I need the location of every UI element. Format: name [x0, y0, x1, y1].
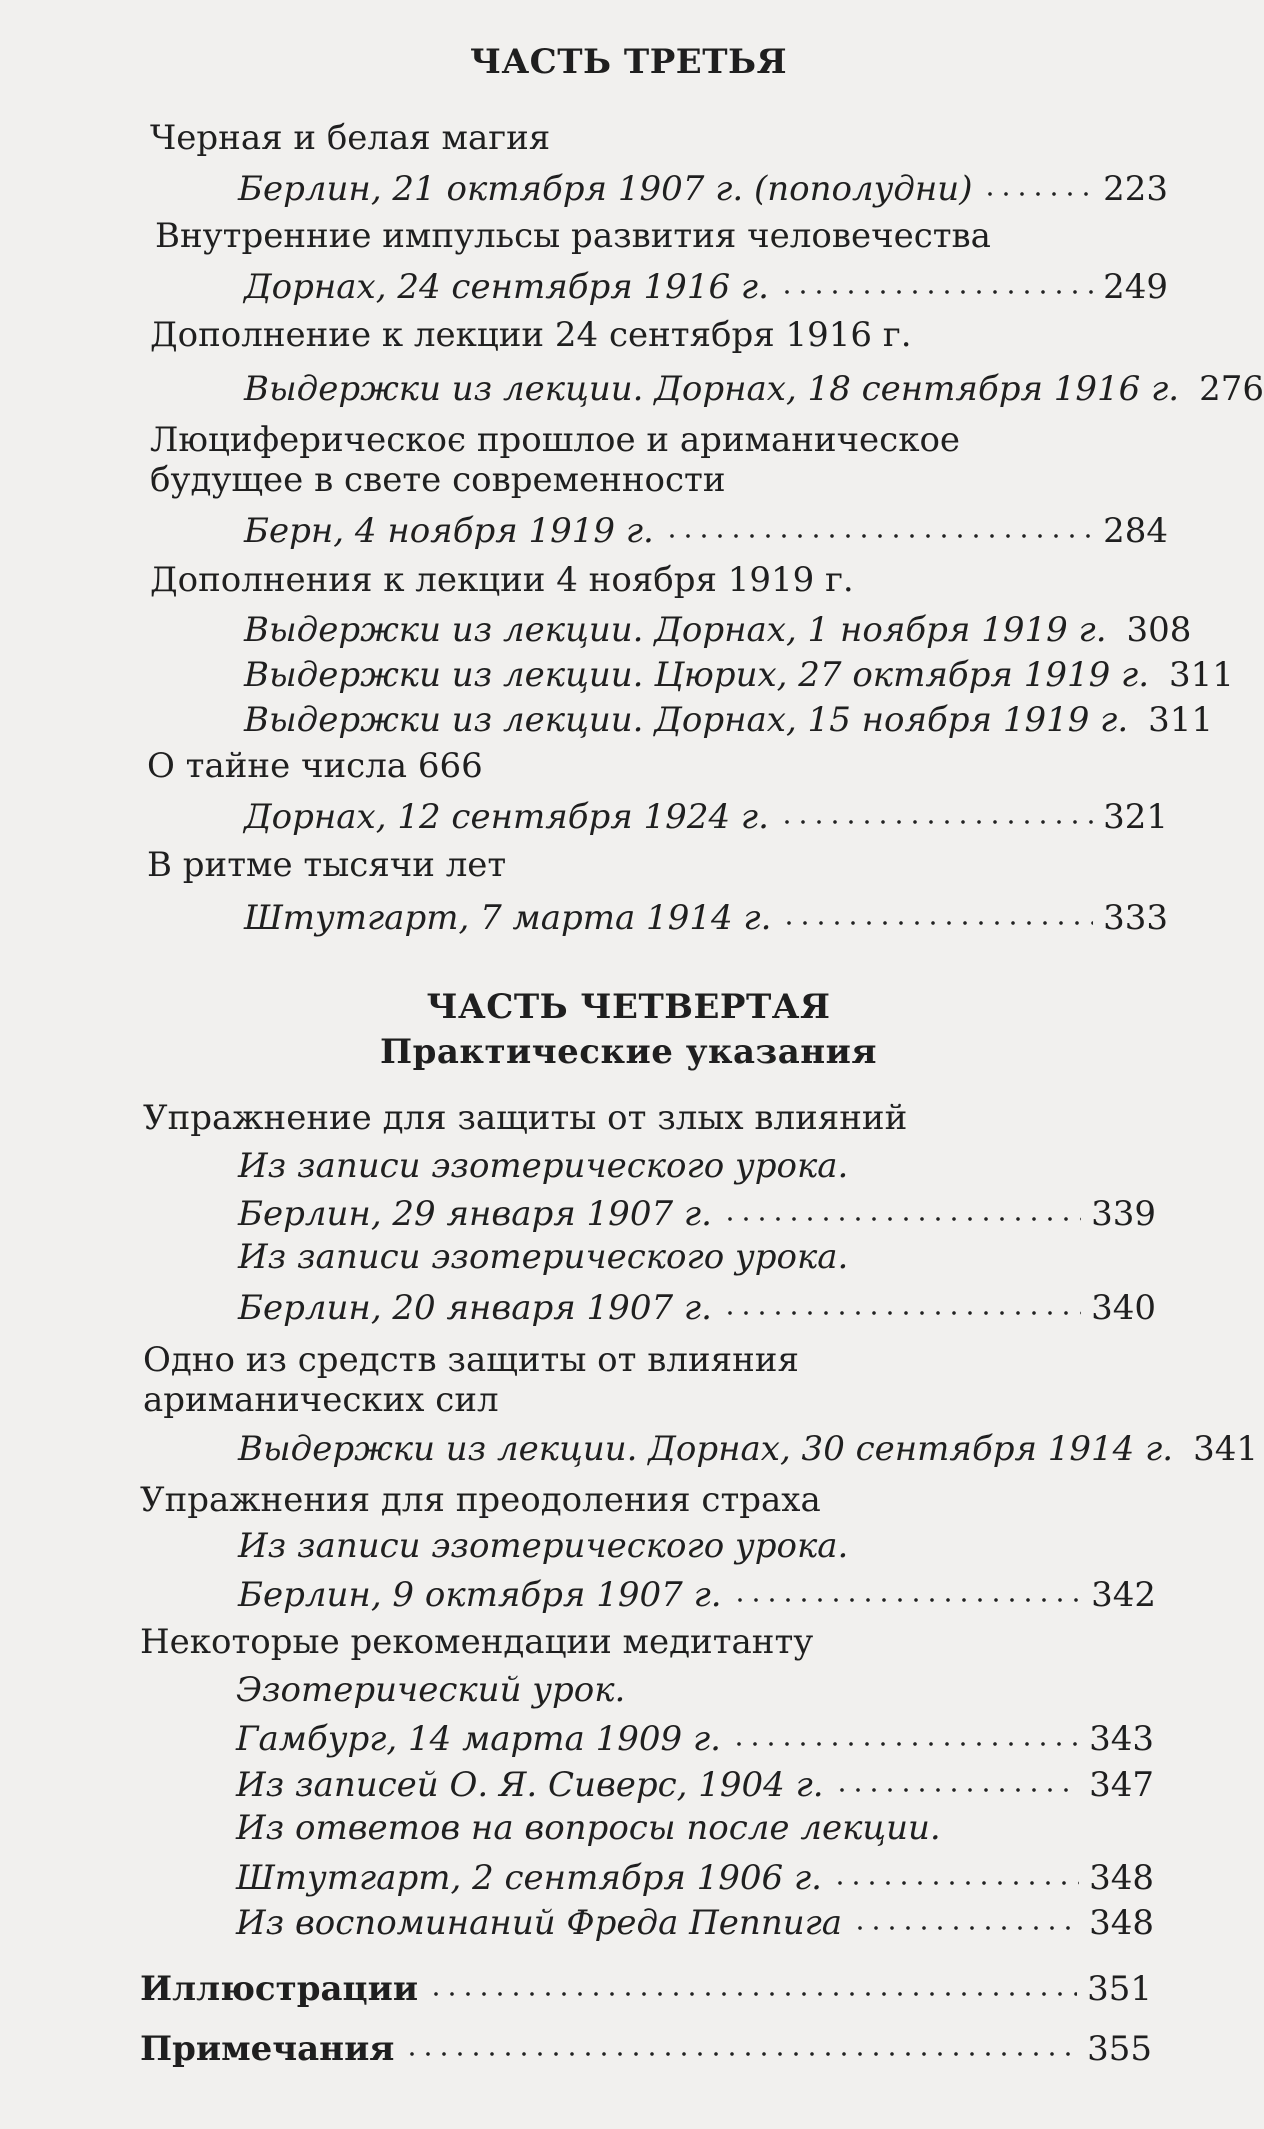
dot-leader — [404, 2024, 1077, 2058]
dot-leader — [779, 792, 1093, 826]
toc-subline: Из записи эзотерического урока. — [238, 1237, 849, 1277]
dot-leader — [428, 1964, 1077, 1998]
page-number: 340 — [1091, 1288, 1156, 1328]
toc-line: Выдержки из лекции. Дорнах, 18 сентября 1916 г. 276 — [244, 369, 1264, 409]
toc-line: Гамбург, 14 марта 1909 г. 343 — [236, 1716, 1154, 1759]
toc-line: Из записей О. Я. Сиверс, 1904 г. 347 — [236, 1762, 1154, 1805]
toc-line: Из воспоминаний Фреда Пеппига 348 — [236, 1900, 1154, 1943]
page-number: 351 — [1087, 1969, 1152, 2009]
toc-line: Берлин, 20 января 1907 г. 340 — [238, 1285, 1156, 1328]
toc-line: Выдержки из лекции. Цюрих, 27 октября 1919 г. 311 — [244, 655, 1234, 695]
entry-title: Упражнение для защиты от злых влияний — [143, 1098, 908, 1138]
page-number: 311 — [1148, 700, 1214, 740]
page-number: 333 — [1103, 898, 1168, 938]
toc-line: Штутгарт, 7 марта 1914 г. 333 — [244, 895, 1168, 938]
toc-subline: Из ответов на вопросы после лекции. — [236, 1808, 941, 1848]
dot-leader — [781, 893, 1093, 927]
page-number: 341 — [1193, 1429, 1259, 1469]
dot-leader — [982, 164, 1093, 198]
toc-line: Выдержки из лекции. Дорнах, 15 ноября 1919 г. 311 — [244, 700, 1214, 740]
toc-line-notes: Примечания 355 — [140, 2026, 1152, 2069]
toc-line: Дорнах, 24 сентября 1916 г. 249 — [244, 264, 1168, 307]
page-number: 348 — [1089, 1903, 1154, 1943]
entry-title: Внутренние импульсы развития человечества — [155, 216, 991, 256]
entry-title: Дополнение к лекции 24 сентября 1916 г. — [150, 315, 912, 355]
toc-line-illustrations: Иллюстрации 351 — [140, 1966, 1152, 2009]
part-four-heading: ЧАСТЬ ЧЕТВЕРТАЯ — [426, 987, 831, 1027]
dot-leader — [722, 1283, 1081, 1317]
toc-line: Штутгарт, 2 сентября 1906 г. 348 — [236, 1855, 1154, 1898]
entry-title: Дополнения к лекции 4 ноября 1919 г. — [150, 560, 854, 600]
page-number: 321 — [1103, 797, 1168, 837]
entry-title: В ритме тысячи лет — [147, 845, 507, 885]
toc-line: Выдержки из лекции. Дорнах, 1 ноября 1919 г. 308 — [244, 610, 1192, 650]
dot-leader — [779, 262, 1093, 296]
toc-subline: Эзотерический урок. — [236, 1670, 626, 1710]
page-number: 276 — [1199, 369, 1264, 409]
page-number: 249 — [1103, 267, 1168, 307]
toc-line: Берн, 4 ноября 1919 г. 284 — [244, 508, 1168, 551]
page-number: 343 — [1089, 1719, 1154, 1759]
dot-leader — [731, 1714, 1079, 1748]
part-three-heading: ЧАСТЬ ТРЕТЬЯ — [469, 42, 788, 82]
toc-line: Берлин, 29 января 1907 г. 339 — [238, 1191, 1156, 1234]
toc-line: Берлин, 21 октября 1907 г. (пополудни) 223 — [238, 166, 1168, 209]
toc-subline: Из записи эзотерического урока. — [238, 1146, 849, 1186]
page-number: 311 — [1169, 655, 1234, 695]
entry-title: Упражнения для преодоления страха — [140, 1480, 821, 1520]
dot-leader — [732, 1570, 1082, 1604]
entry-title: Некоторые рекомендации медитанту — [140, 1622, 814, 1662]
page-number: 348 — [1089, 1858, 1154, 1898]
toc-line: Выдержки из лекции. Дорнах, 30 сентября 1914 г. 341 — [238, 1429, 1259, 1469]
page-number: 355 — [1087, 2029, 1152, 2069]
page-number: 339 — [1091, 1194, 1156, 1234]
page-number: 308 — [1126, 610, 1192, 650]
toc-line: Дорнах, 12 сентября 1924 г. 321 — [244, 794, 1168, 837]
part-four-subheading: Практические указания — [379, 1032, 877, 1072]
page-number: 342 — [1091, 1575, 1156, 1615]
dot-leader — [664, 506, 1093, 540]
dot-leader — [834, 1760, 1079, 1794]
entry-title: Черная и белая магия — [150, 118, 551, 158]
page-number: 284 — [1103, 511, 1168, 551]
entry-title: Люциферическоє прошлое и ариманическое — [150, 420, 961, 460]
dot-leader — [852, 1898, 1079, 1932]
entry-title: О тайне числа 666 — [147, 746, 483, 786]
toc-subline: Из записи эзотерического урока. — [238, 1526, 849, 1566]
dot-leader — [722, 1189, 1081, 1223]
page-number: 347 — [1089, 1765, 1154, 1805]
entry-title-continued: будущее в свете современности — [150, 460, 726, 500]
dot-leader — [832, 1853, 1079, 1887]
entry-title: Одно из средств защиты от влияния — [143, 1340, 799, 1380]
page-number: 223 — [1103, 169, 1168, 209]
toc-line: Берлин, 9 октября 1907 г. 342 — [238, 1572, 1156, 1615]
entry-title-continued: ариманических сил — [143, 1380, 499, 1420]
